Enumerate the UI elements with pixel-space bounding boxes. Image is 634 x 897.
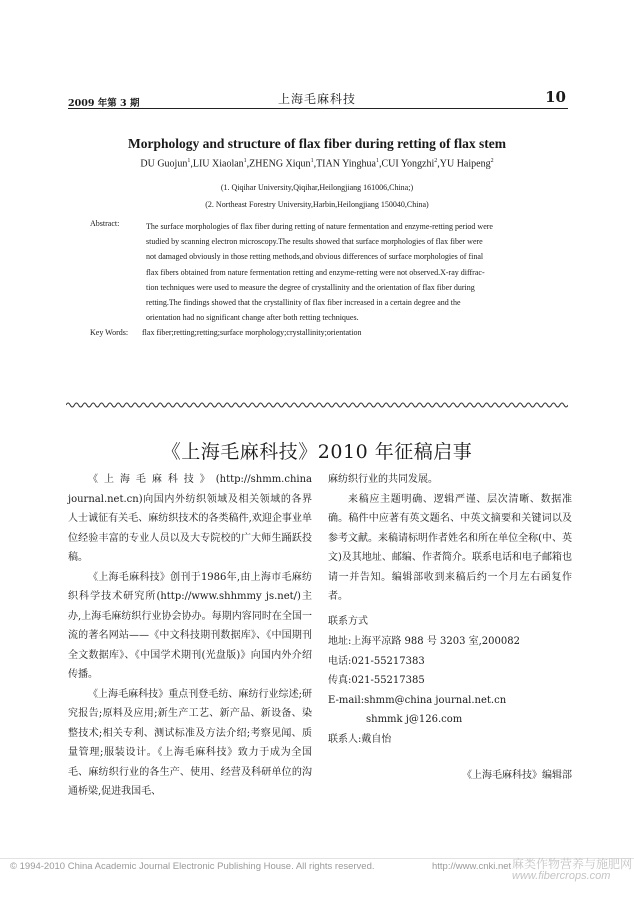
author-name: TIAN Yinghua — [316, 158, 376, 170]
notice-left-column — [68, 470, 312, 802]
author-name: YU Haipeng — [439, 158, 491, 170]
notice-paragraph: 《上海毛麻科技》创刊于1986年,由上海市毛麻纺织科学技术研究所(http://www.shhmmy js.net/)主办,上海毛麻纺织行业协会协办。每期内容同时在全国一流的著名网站——《中文科技期刊数据库》、《中国期刊全文数据库》、《中国学术期刊(光盘版)》向国内外介绍传播。 — [68, 571, 312, 680]
author-name: DU Guojun — [140, 158, 188, 170]
notice-right-column — [328, 470, 572, 607]
contact-heading: 联系方式 — [328, 616, 368, 627]
author-name: CUI Yongzhi — [381, 158, 435, 170]
affiliation-1: (1. Qiqihar University,Qiqihar,Heilongjiang 161006,China;) — [220, 183, 414, 192]
author-affiliation-mark: 1 — [375, 158, 379, 164]
author-affiliation-mark: 1 — [187, 158, 191, 164]
contact-email-2: shmmk j@126.com — [366, 714, 463, 725]
author-list: DU Guojun$^1$,LIU Xiaolan$^1$,ZHENG Xiqun$^1$,TIAN Yinghua$^1$,CUI Yongzhi$^2$,YU Haipeng$^2$ — [140, 158, 494, 170]
cnki-url: http://www.cnki.net — [432, 861, 512, 872]
abstract-line: retting.The findings showed that the crystallinity of flax fiber increased in a certain degree and the — [146, 298, 461, 308]
keywords-label: Key Words: — [90, 328, 129, 337]
abstract-line: orientation had no significant change after both retting techniques. — [146, 313, 359, 323]
author-name: ZHENG Xiqun — [249, 158, 311, 170]
contact-address: 地址:上海平凉路 988 号 3203 室,200082 — [328, 636, 520, 647]
watermark — [512, 855, 632, 882]
abstract-line: not damaged obviously in those retting methods,and obvious differences of surface morphologies of final — [146, 252, 484, 262]
abstract-body — [146, 219, 546, 325]
abstract-line: tion techniques were used to measure the degree of crystallinity and the orientation of flax fiber during — [146, 282, 475, 292]
affiliation-2: (2. Northeast Forestry University,Harbin,Heilongjiang 150040,China) — [205, 200, 429, 209]
header-rule — [68, 108, 568, 109]
abstract-line: flax fibers obtained from nature fermentation retting and enzyme-retting were not observed.X-ray diffrac- — [146, 267, 485, 277]
contact-phone: 电话:021-55217383 — [328, 655, 425, 667]
author-affiliation-mark: 2 — [434, 158, 438, 164]
author-affiliation-mark: 2 — [490, 158, 494, 164]
article-title: Morphology and structure of flax fiber during retting of flax stem — [128, 136, 506, 151]
contact-person: 联系人:戴自怡 — [328, 733, 392, 745]
issue-label: 2009 年第 3 期 — [68, 98, 140, 109]
contact-email: E-mail:shmm@china journal.net.cn — [328, 694, 507, 706]
abstract-line: The surface morphologies of flax fiber during retting of nature fermentation and enzyme-retting period were — [146, 222, 493, 231]
contact-fax: 传真:021-55217385 — [328, 675, 425, 686]
notice-paragraph: 来稿应主题明确、逻辑严谨、层次清晰、数据准确。稿件中应著有英文题名、中英文摘要和关键词以及参考文献。来稿请标明作者姓名和所在单位全称(中、英文)及其地址、邮编、作者简介。联系电话和电子邮箱也请一并告知。编辑部收到来稿后约一个月左右函复作者。 — [328, 493, 572, 602]
journal-name: 上海毛麻科技 — [277, 92, 356, 106]
author-affiliation-mark: 1 — [310, 158, 314, 164]
copyright-notice: © 1994-2010 China Academic Journal Electronic Publishing House. All rights reserved. — [10, 861, 375, 872]
keywords-text: flax fiber;retting;retting;surface morphology;crystallinity;orientation — [142, 328, 362, 337]
notice-paragraph: 《上海毛麻科技》重点刊登毛纺、麻纺行业综述;研究报告;原料及应用;新生产工艺、新产品、新设备、染整技术;相关专利、测试标准及方法介绍;考察见闻、质量管理;服装设计。《上海毛麻科技》致力于成为全国毛、麻纺织行业的各生产、使用、经营及科研单位的沟通桥梁,促进我国毛、 — [68, 688, 312, 797]
notice-continuation: 麻纺织行业的共同发展。 — [328, 474, 438, 485]
watermark-url: www.fibercrops.com — [512, 870, 611, 882]
abstract-line: studied by scanning electron microscopy.The results showed that surface morphologies of flax fiber were — [146, 237, 483, 247]
notice-title: 《上海毛麻科技》2010 年征稿启事 — [161, 441, 473, 463]
abstract-label: Abstract: — [90, 219, 120, 228]
contact-list — [328, 632, 520, 749]
watermark-text: 麻类作物营养与施肥网 — [512, 857, 633, 871]
author-affiliation-mark: 1 — [243, 158, 247, 164]
author-name: LIU Xiaolan — [192, 158, 244, 170]
notice-paragraph: 《上海毛麻科技》(http://shmm.china journal.net.cn)向国内外纺织领域及相关领域的各界人士诚征有关毛、麻纺织技术的各类稿件,欢迎企事业单位经验丰富的专业人员以及大专院校的广大师生踊跃投稿。 — [68, 474, 312, 563]
wavy-divider — [66, 399, 568, 411]
editorial-signature: 《上海毛麻科技》编辑部 — [462, 770, 572, 781]
page-number: 10 — [545, 88, 566, 106]
